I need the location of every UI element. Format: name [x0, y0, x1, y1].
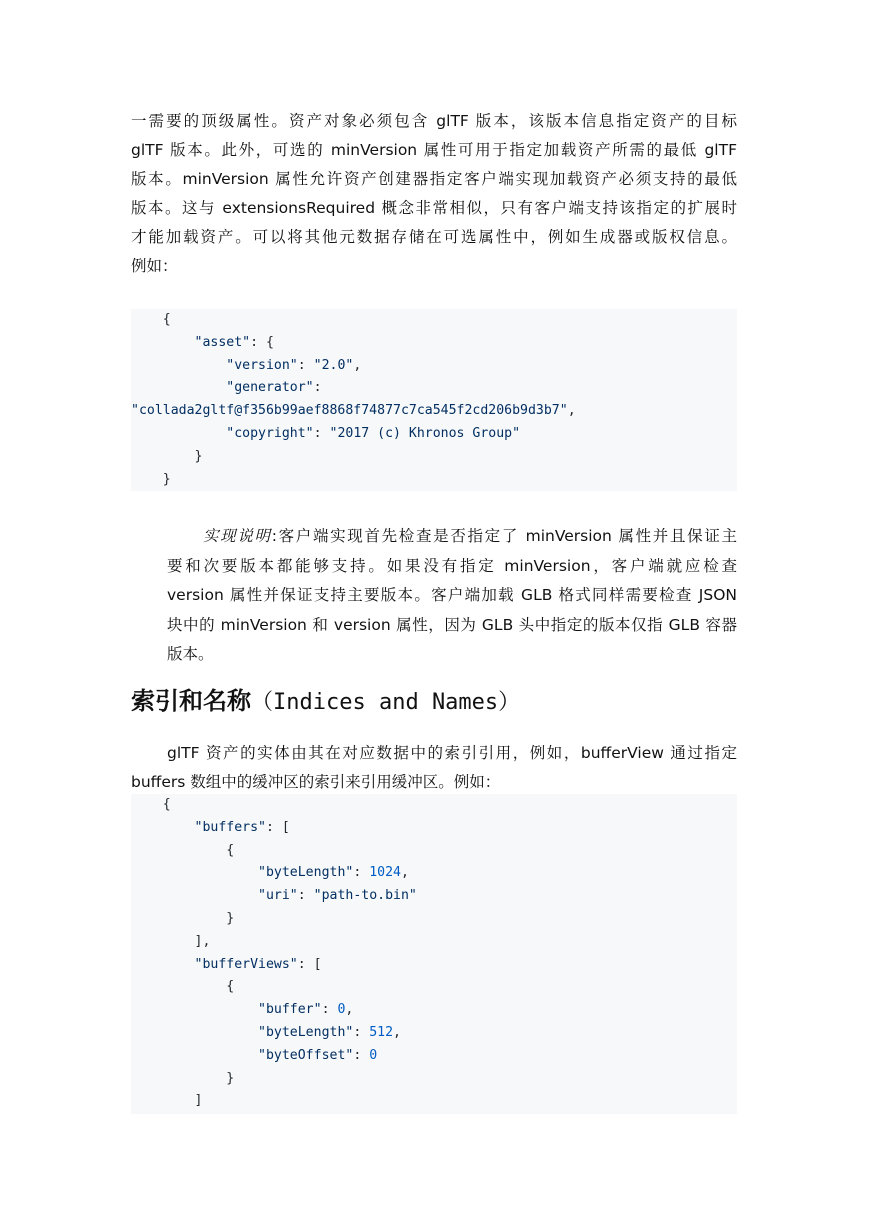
- code-line: "byteLength": 512,: [258, 1024, 401, 1040]
- note-line: version 属性并保证支持主要版本。客户端加载 GLB 格式同样需要检查 JSON: [167, 586, 737, 604]
- code-line: "byteLength": 1024,: [258, 865, 409, 881]
- heading-cn: 索引和名称: [131, 686, 251, 715]
- code-line: "buffers": [: [194, 819, 290, 835]
- paragraph-line: glTF 版本。此外，可选的 minVersion 属性可用于指定加载资产所需的最低 glTF: [131, 141, 737, 159]
- code-line: "buffer": 0,: [258, 1002, 354, 1018]
- code-line: {: [131, 797, 171, 812]
- note-text: :客户端实现首先检查是否指定了 minVersion 属性并且保证主: [271, 527, 737, 545]
- code-line: "version": "2.0",: [226, 357, 362, 373]
- paragraph-line: 版本。这与 extensionsRequired 概念非常相似，只有客户端支持该指定的扩展时: [131, 199, 737, 217]
- note-label: 实现说明: [203, 527, 272, 545]
- index-paragraph: [131, 739, 737, 797]
- code-line: }: [131, 448, 203, 464]
- section-heading: [131, 683, 520, 721]
- code-line: "asset": {: [194, 334, 274, 350]
- code-line: "uri": "path-to.bin": [258, 888, 417, 904]
- heading-en: （Indices and Names）: [251, 690, 521, 715]
- code-line: ]: [131, 1093, 203, 1109]
- code-line: }: [131, 910, 235, 926]
- code-block-asset: [131, 309, 737, 491]
- code-line: "byteOffset": 0: [258, 1047, 378, 1063]
- note-line: 块中的 minVersion 和 version 属性，因为 GLB 头中指定的版本仅指 GLB 容器: [167, 615, 737, 634]
- code-line: ],: [131, 933, 211, 949]
- intro-paragraph: [131, 107, 737, 281]
- code-line: "generator":: [226, 380, 322, 396]
- code-line: "copyright": "2017 (c) Khronos Group": [226, 425, 521, 441]
- paragraph-line: buffers 数组中的缓冲区的索引来引用缓冲区。例如：: [131, 773, 501, 791]
- paragraph-line: glTF 资产的实体由其在对应数据中的索引引用，例如，bufferView 通过指定: [167, 744, 737, 762]
- code-line: {: [131, 312, 171, 327]
- paragraph-line: 才能加载资产。可以将其他元数据存储在可选属性中，例如生成器或版权信息。: [131, 228, 737, 246]
- paragraph-line: 一需要的顶级属性。资产对象必须包含 glTF 版本，该版本信息指定资产的目标: [131, 112, 737, 130]
- code-line: }: [131, 1070, 235, 1086]
- paragraph-line: 版本。minVersion 属性允许资产创建器指定客户端实现加载资产必须支持的最低: [131, 170, 737, 188]
- note-line: 要和次要版本都能够支持。如果没有指定 minVersion，客户端就应检查: [167, 556, 737, 575]
- code-line: {: [131, 842, 235, 858]
- code-line: "collada2gltf@f356b99aef8868f74877c7ca545f2cd206b9d3b7",: [131, 403, 576, 419]
- code-line: "bufferViews": [: [194, 956, 322, 972]
- note-line: [167, 522, 737, 552]
- code-line: {: [131, 979, 235, 995]
- implementation-note: [167, 522, 737, 670]
- paragraph-line: 例如：: [131, 257, 178, 275]
- code-block-buffers: [131, 794, 737, 1114]
- code-line: }: [131, 471, 171, 487]
- note-line: 版本。: [167, 645, 214, 663]
